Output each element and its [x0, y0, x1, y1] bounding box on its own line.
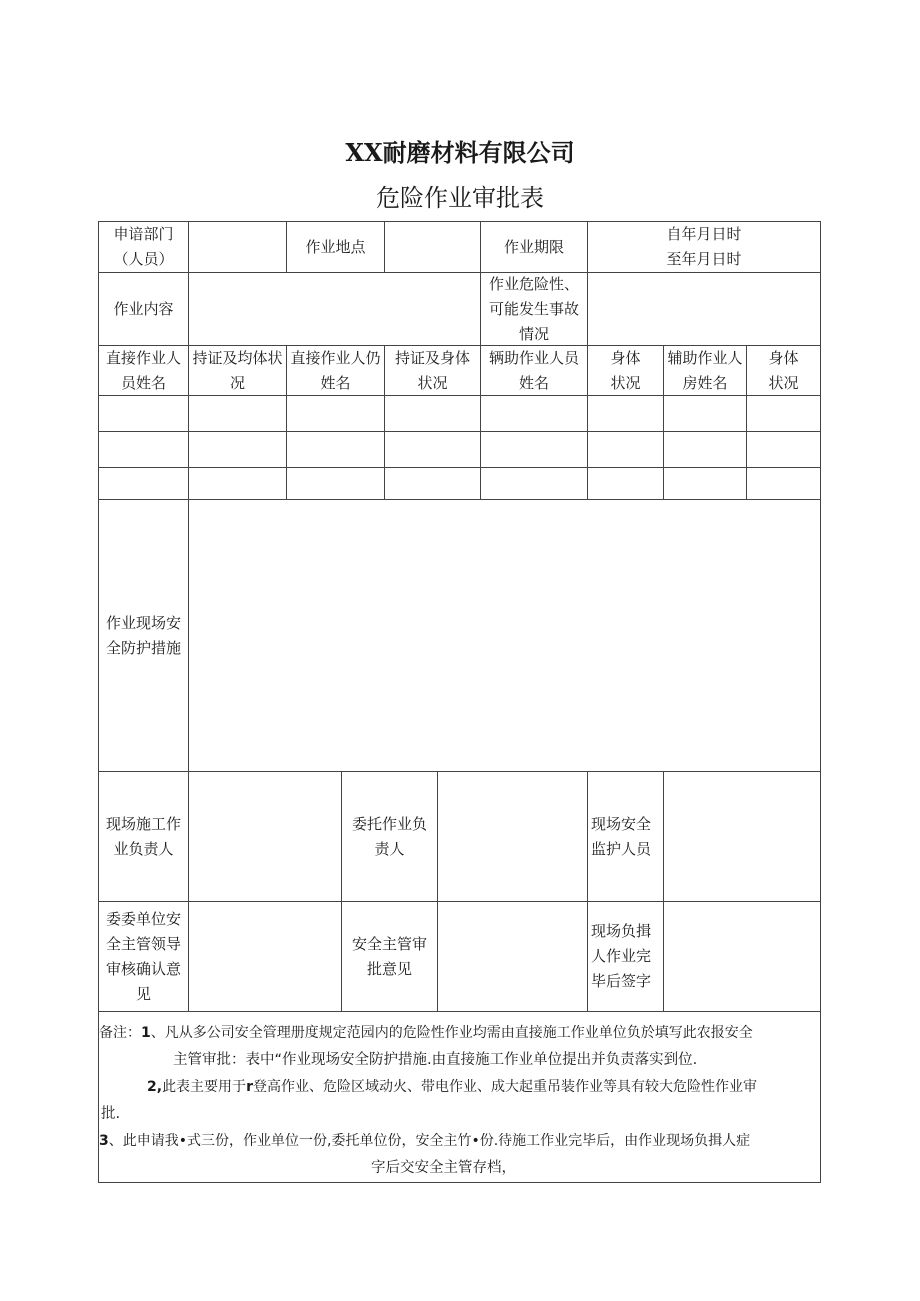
site-leader-label-cell — [99, 772, 189, 902]
content-value-cell[interactable] — [189, 273, 481, 346]
table-cell[interactable] — [481, 468, 588, 500]
entrust-leader-value-cell[interactable] — [438, 772, 588, 902]
note-2-line-2: 批. — [101, 1106, 121, 1122]
site-monitor-value-cell[interactable] — [664, 772, 820, 902]
notes-prefix: 备注： — [99, 1025, 141, 1041]
danger-label: 作业危险性、可能发生事故情况 — [488, 274, 579, 343]
table-cell[interactable] — [747, 468, 820, 500]
danger-label-cell — [481, 273, 588, 346]
note-1-text: 、凡从多公司安全管理册度规定范园内的危险性作业均需由直接施工作业单位负於填写此农报安全 — [150, 1025, 753, 1041]
table-cell[interactable] — [99, 396, 189, 432]
entrust-leader-label: 委托作业负责人 — [351, 814, 427, 858]
table-cell[interactable] — [664, 396, 747, 432]
dept-label-cell — [99, 222, 189, 273]
notes-section — [99, 1012, 820, 1182]
header-direct-name-2: 直接作业人仍姓名 — [287, 346, 385, 396]
entrust-leader-label-cell — [342, 772, 438, 902]
table-cell[interactable] — [189, 396, 287, 432]
table-cell[interactable] — [189, 468, 287, 500]
location-label: 作业地点 — [305, 237, 366, 256]
site-leader-label: 现场施工作业负责人 — [105, 814, 181, 858]
table-cell[interactable] — [481, 432, 588, 468]
table-cell[interactable] — [747, 432, 820, 468]
dept-value-cell[interactable] — [189, 222, 287, 273]
completion-sign-label: 现场负揖人作业完毕后签字 — [591, 922, 652, 990]
table-cell[interactable] — [385, 468, 481, 500]
table-cell[interactable] — [588, 468, 664, 500]
content-label: 作业内容 — [113, 299, 174, 318]
table-cell[interactable] — [747, 396, 820, 432]
safety-approval-label: 安全主管审批意见 — [351, 934, 427, 978]
table-cell[interactable] — [99, 468, 189, 500]
note-3-line-1: 3、此申请我•式三份，作业单位一份,委托单位份，安全主竹•份.待施工作业完毕后，由作业现场负揖人症 — [99, 1133, 751, 1149]
approval-table — [98, 221, 821, 1183]
site-monitor-label: 现场安全监护人员 — [591, 814, 652, 858]
note-3-line-2: 字后交安全主管存档， — [371, 1160, 516, 1176]
location-label-cell — [287, 222, 385, 273]
form-title: 危险作业审批表 — [376, 184, 544, 212]
table-cell[interactable] — [189, 432, 287, 468]
period-from: 自年月日时 — [666, 225, 742, 243]
location-value-cell[interactable] — [385, 222, 481, 273]
note-1-line-1 — [99, 1020, 820, 1047]
table-cell[interactable] — [99, 432, 189, 468]
danger-value-cell[interactable] — [588, 273, 820, 346]
table-cell[interactable] — [287, 396, 385, 432]
table-cell[interactable] — [287, 468, 385, 500]
site-leader-value-cell[interactable] — [189, 772, 342, 902]
period-label-cell — [481, 222, 588, 273]
unit-review-label: 委委单位安全主管领导审核确认意见 — [105, 909, 181, 1003]
dept-label: 申谙部门（人员） — [113, 225, 174, 268]
header-direct-name: 直接作业人员姓名 — [99, 346, 189, 396]
header-aux-name-1: 辆助作业人员姓名 — [481, 346, 588, 396]
table-cell[interactable] — [588, 432, 664, 468]
company-name: XX耐磨材料有限公司 — [345, 138, 575, 167]
safety-label: 作业现场安全防护措施 — [105, 613, 181, 657]
note-2-line-1: 2,此表主要用于r登高作业、危险区域动火、带电作业、成大起重吊装作业等具有较大危险性作业审 — [147, 1079, 757, 1095]
table-cell[interactable] — [385, 432, 481, 468]
header-aux-name-2: 辅助作业人房姓名 — [664, 346, 747, 396]
table-cell[interactable] — [588, 396, 664, 432]
completion-sign-label-cell — [588, 902, 664, 1012]
table-cell[interactable] — [664, 432, 747, 468]
safety-approval-value-cell[interactable] — [438, 902, 588, 1012]
note-2-number: 2, — [147, 1079, 163, 1095]
period-value-cell[interactable] — [588, 222, 820, 273]
table-cell[interactable] — [287, 432, 385, 468]
period-to: 至年月日时 — [666, 250, 742, 268]
site-monitor-label-cell — [588, 772, 664, 902]
header-cert-status-2: 持证及身体状况 — [385, 346, 481, 396]
unit-review-value-cell[interactable] — [189, 902, 342, 1012]
table-cell[interactable] — [385, 396, 481, 432]
safety-value-cell[interactable] — [189, 500, 820, 772]
safety-label-cell — [99, 500, 189, 772]
header-health-1: 身体状况 — [588, 346, 664, 396]
period-label: 作业期限 — [503, 237, 564, 256]
note-1-line-2: 主管审批：表中“作业现场安全防护措施.由直接施工作业单位提出并负责落实到位. — [173, 1052, 698, 1068]
header-health-2: 身体状况 — [747, 346, 820, 396]
safety-approval-label-cell — [342, 902, 438, 1012]
table-cell[interactable] — [481, 396, 588, 432]
header-cert-status-1: 持证及均体状况 — [189, 346, 287, 396]
note-1-number: 1 — [141, 1025, 151, 1041]
completion-sign-value-cell[interactable] — [664, 902, 820, 1012]
unit-review-label-cell — [99, 902, 189, 1012]
table-cell[interactable] — [664, 468, 747, 500]
note-3-number: 3 — [99, 1133, 109, 1149]
content-label-cell — [99, 273, 189, 346]
